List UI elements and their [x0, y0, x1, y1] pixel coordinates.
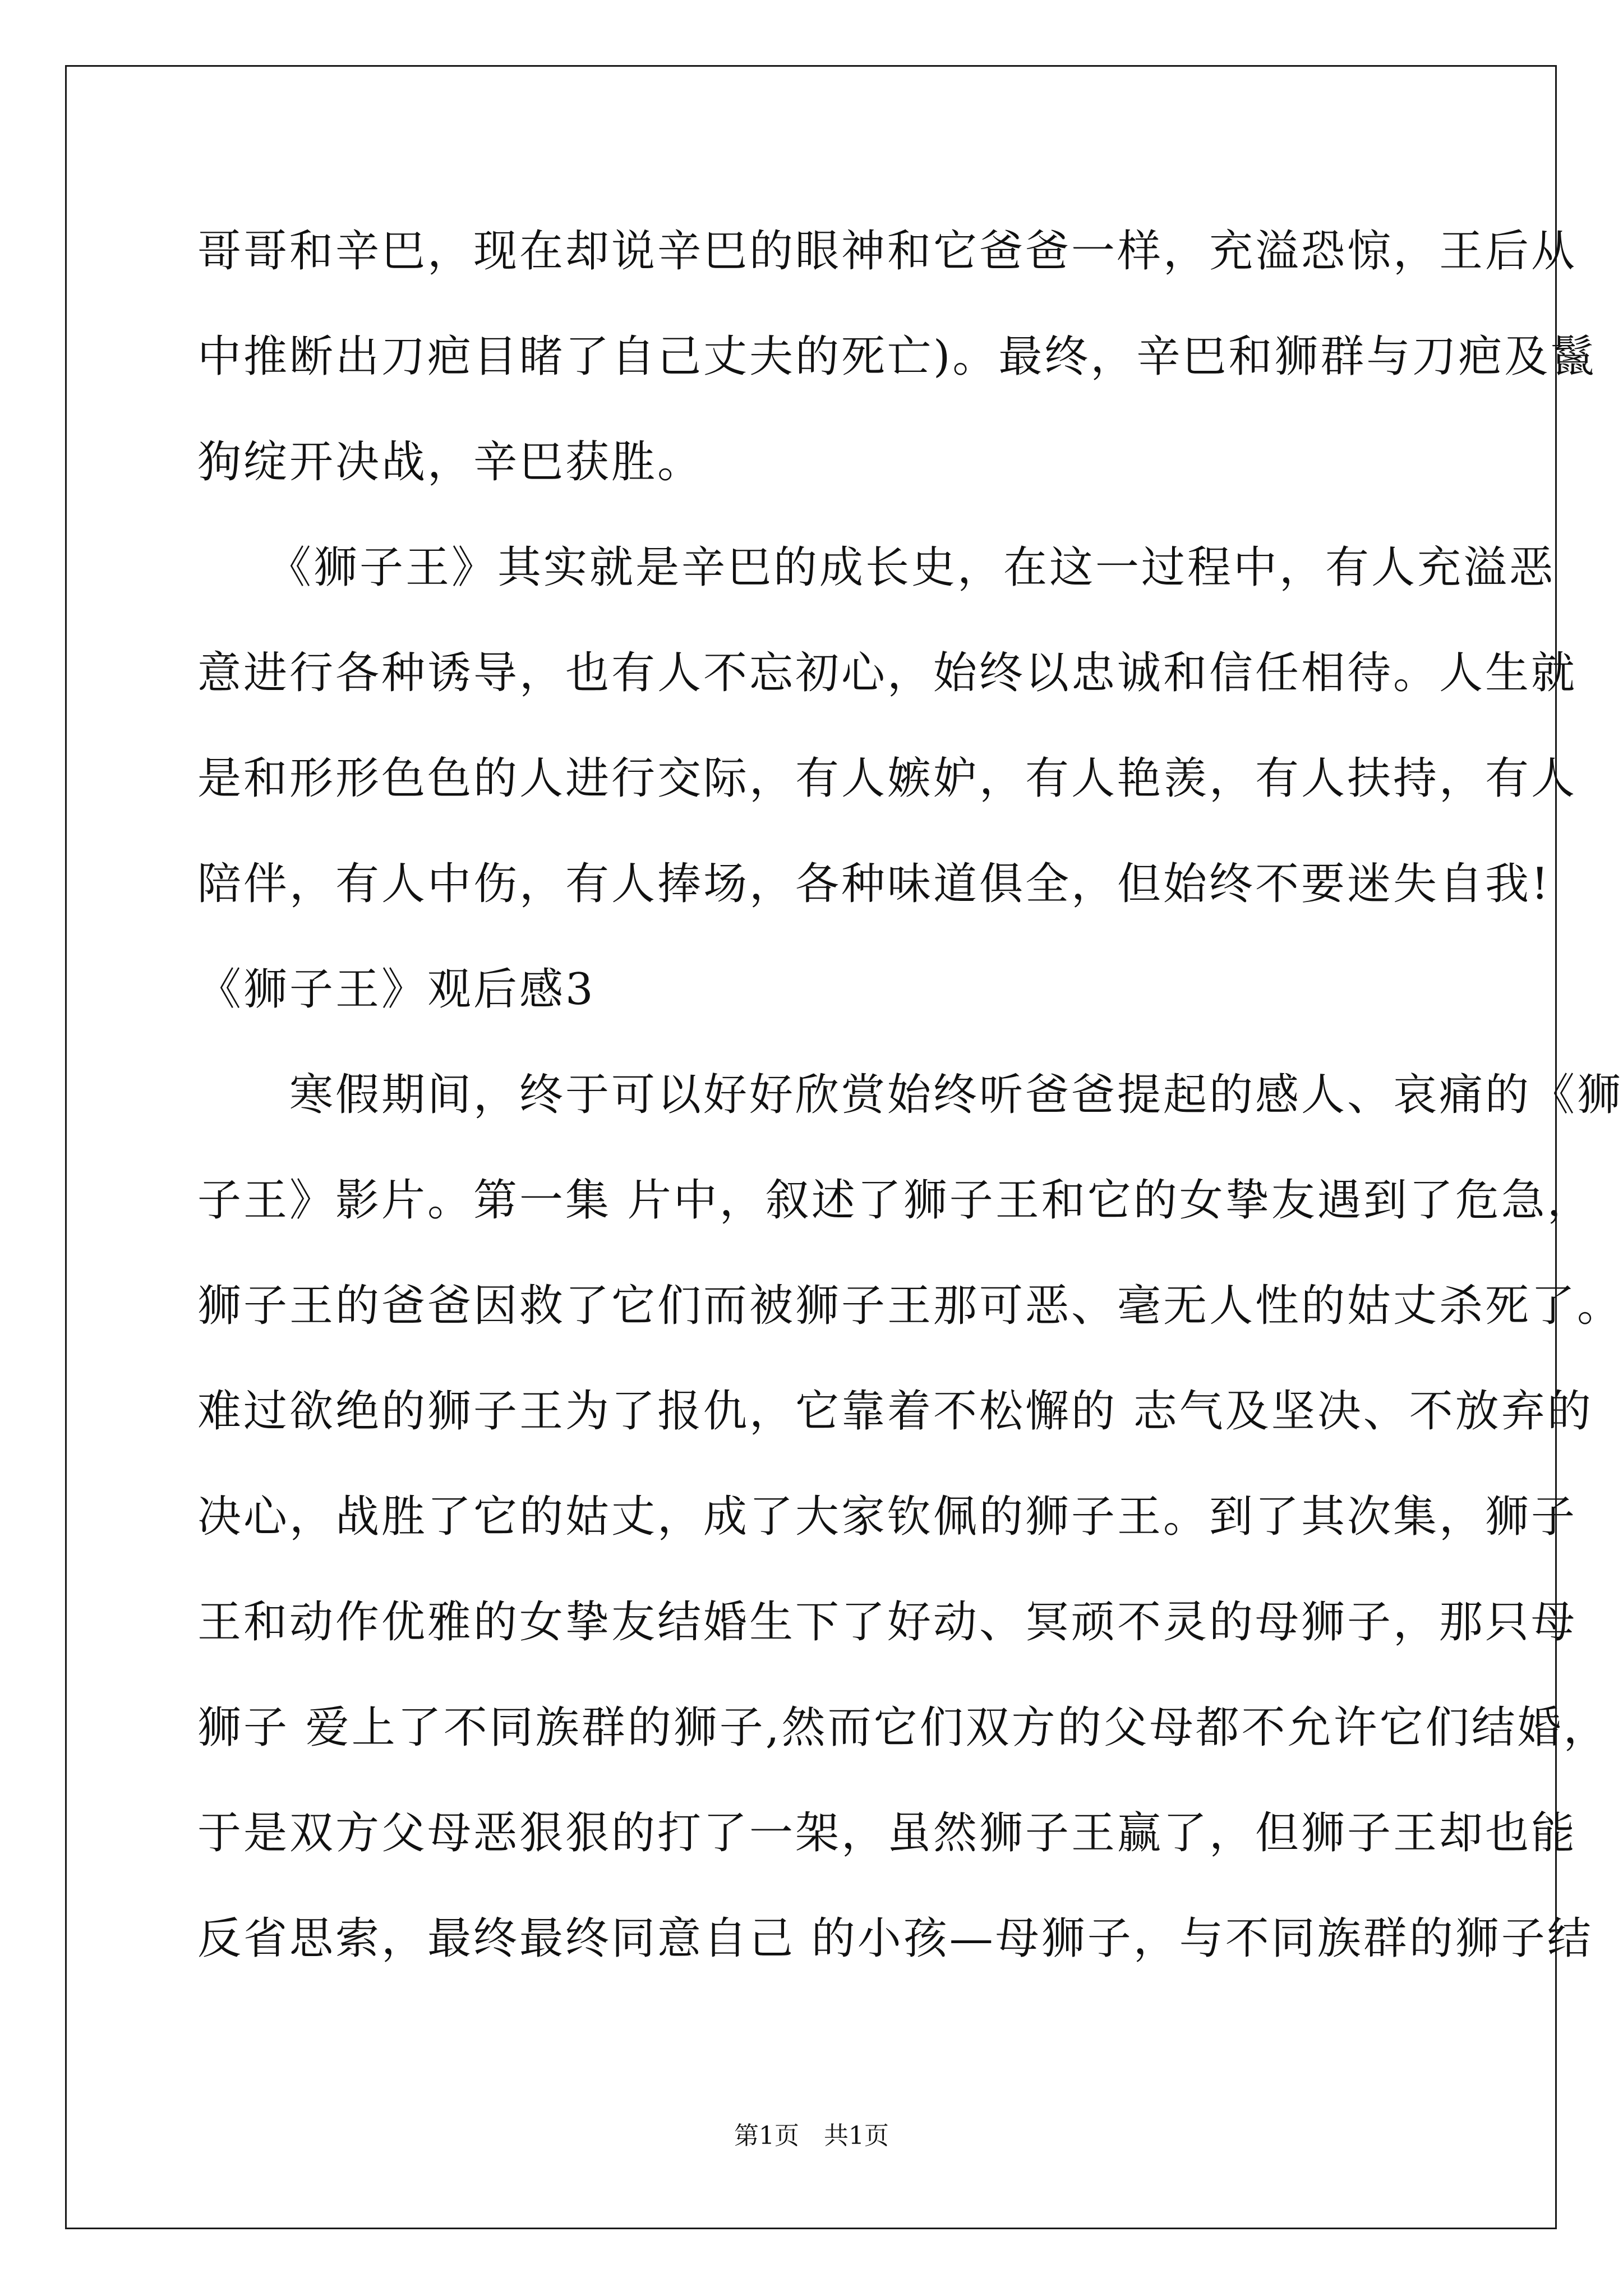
text-line: 陪伴，有人中伤，有人捧场，各种味道俱全，但始终不要迷失自我! [197, 859, 1551, 909]
text-line: 王和动作优雅的女挚友结婚生下了好动、冥顽不灵的母狮子，那只母 [197, 1597, 1578, 1648]
text-line: 哥哥和辛巴，现在却说辛巴的眼神和它爸爸一样，充溢恐惊，王后从 [197, 226, 1578, 277]
text-line: 《狮子王》其实就是辛巴的成长史，在这一过程中，有人充溢恶 [197, 542, 1556, 593]
text-line: 决心，战胜了它的姑丈，成了大家钦佩的狮子王。到了其次集，狮子 [197, 1492, 1578, 1542]
text-line: 中推断出刀疤目睹了自己丈夫的死亡)。最终，辛巴和狮群与刀疤及鬣 [197, 332, 1597, 382]
text-line: 难过欲绝的狮子王为了报仇，它靠着不松懈的 志气及坚决、不放弃的 [197, 1386, 1593, 1437]
text-line: 意进行各种诱导，也有人不忘初心，始终以忠诚和信任相待。人生就 [197, 648, 1578, 698]
text-line: 狮子王的爸爸因救了它们而被狮子王那可恶、毫无人性的姑丈杀死了。 [197, 1281, 1623, 1331]
text-line: 反省思索，最终最终同意自己 的小孩—母狮子，与不同族群的狮子结 [197, 1913, 1593, 1964]
text-line: 子王》影片。第一集 片中，叙述了狮子王和它的女挚友遇到了危急， [197, 1175, 1593, 1226]
text-line: 是和形形色色的人进行交际，有人嫉妒，有人艳羡，有人扶持，有人 [197, 753, 1578, 804]
text-line: 寒假期间，终于可以好好欣赏始终听爸爸提起的感人、哀痛的《狮 [197, 1070, 1623, 1120]
text-line: 于是双方父母恶狠狠的打了一架，虽然狮子王赢了，但狮子王却也能 [197, 1808, 1578, 1858]
text-line: 狮子 爱上了不同族群的狮子,然而它们双方的父母都不允许它们结婚， [197, 1703, 1610, 1753]
section-heading: 《狮子王》观后感3 [197, 964, 596, 1015]
page-number-footer: 第1页 共1页 [734, 2122, 889, 2150]
text-line: 狗绽开决战，辛巴获胜。 [197, 437, 704, 487]
